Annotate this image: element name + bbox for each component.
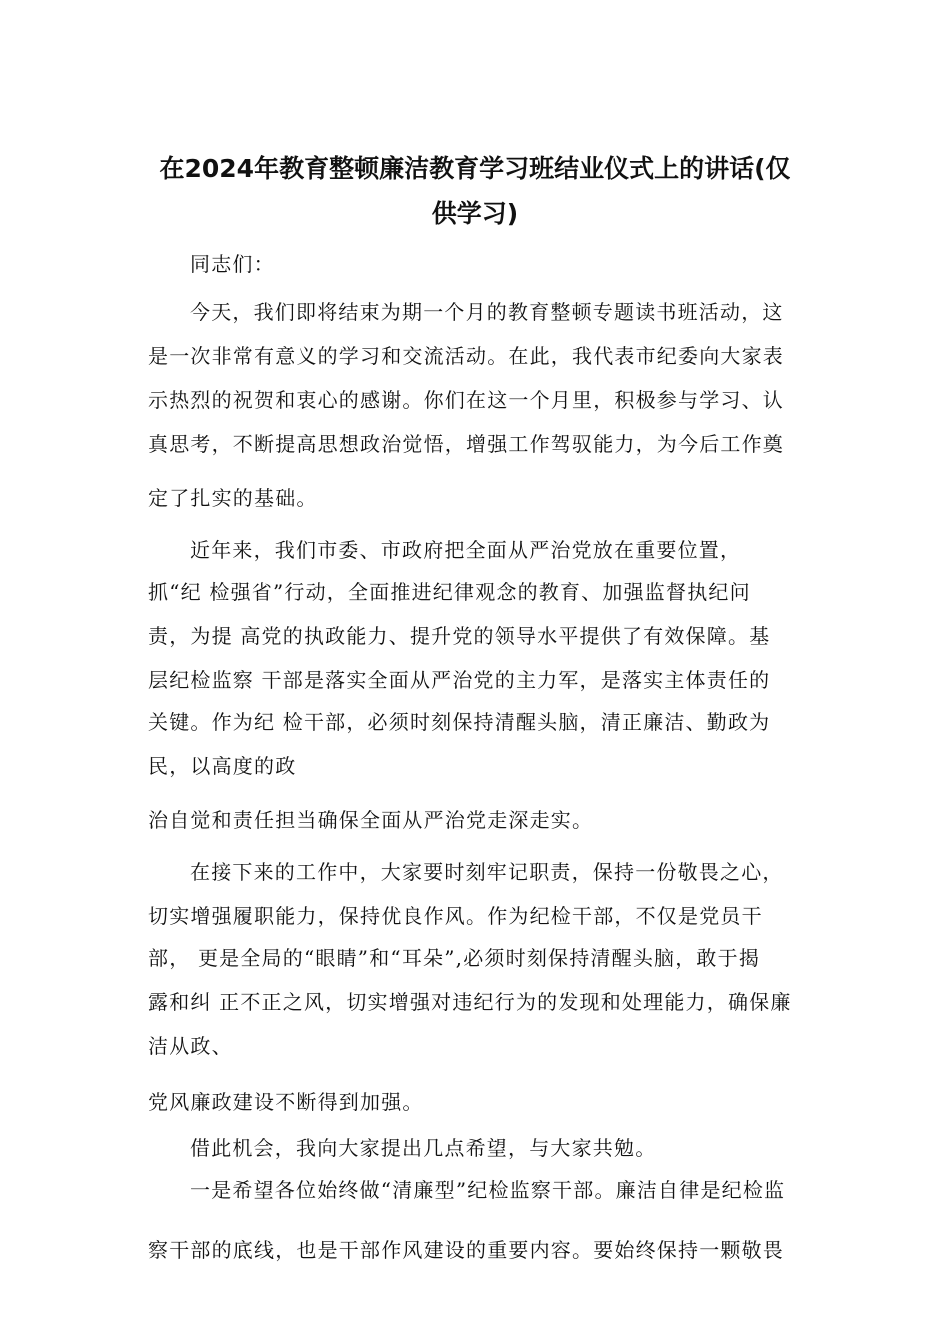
title-line-1: 在2024年教育整顿廉洁教育学习班结业仪式上的讲话(仅 [159,154,791,183]
paragraph-line: 真思考，不断提高思想政治觉悟，增强工作驾驭能力，为今后工作奠 [148,432,784,456]
title-line-2: 供学习) [431,199,519,228]
salutation: 同志们： [190,252,275,276]
paragraph-line: 切实增强履职能力，保持优良作风。作为纪检干部，不仅是党员干 [148,904,763,928]
paragraph-line: 示热烈的祝贺和衷心的感谢。你们在这一个月里，积极参与学习、认 [148,388,784,412]
paragraph-line: 层纪检监察 干部是落实全面从严治党的主力军，是落实主体责任的 [148,668,771,692]
paragraph-line: 在接下来的工作中，大家要时刻牢记职责，保持一份敬畏之心， [190,860,784,884]
paragraph-line: 是一次非常有意义的学习和交流活动。在此，我代表市纪委向大家表 [148,344,784,368]
paragraph-line: 责，为提 高党的执政能力、提升党的领导水平提供了有效保障。基 [148,624,771,648]
paragraph-line: 党风廉政建设不断得到加强。 [148,1090,424,1114]
paragraph-line: 察干部的底线，也是干部作风建设的重要内容。要始终保持一颗敬畏 [148,1238,784,1262]
paragraph-line: 部， 更是全局的“眼睛”和“耳朵”,必须时刻保持清醒头脑，敢于揭 [148,946,761,970]
paragraph-line: 洁从政、 [148,1034,233,1058]
paragraph-line: 近年来，我们市委、市政府把全面从严治党放在重要位置， [190,538,742,562]
paragraph-line: 治自觉和责任担当确保全面从严治党走深走实。 [148,808,594,832]
paragraph-line: 借此机会，我向大家提出几点希望，与大家共勉。 [190,1136,657,1160]
paragraph-line: 今天，我们即将结束为期一个月的教育整顿专题读书班活动，这 [190,300,784,324]
paragraph-line: 抓“纪 检强省”行动，全面推进纪律观念的教育、加强监督执纪问 [148,580,751,604]
paragraph-line: 定了扎实的基础。 [148,486,318,510]
paragraph-line: 民，以高度的政 [148,754,297,778]
paragraph-line: 关键。作为纪 检干部，必须时刻保持清醒头脑，清正廉洁、勤政为 [148,710,771,734]
paragraph-line: 一是希望各位始终做“清廉型”纪检监察干部。廉洁自律是纪检监 [190,1178,786,1202]
paragraph-line: 露和纠 正不正之风，切实增强对违纪行为的发现和处理能力，确保廉 [148,990,792,1014]
